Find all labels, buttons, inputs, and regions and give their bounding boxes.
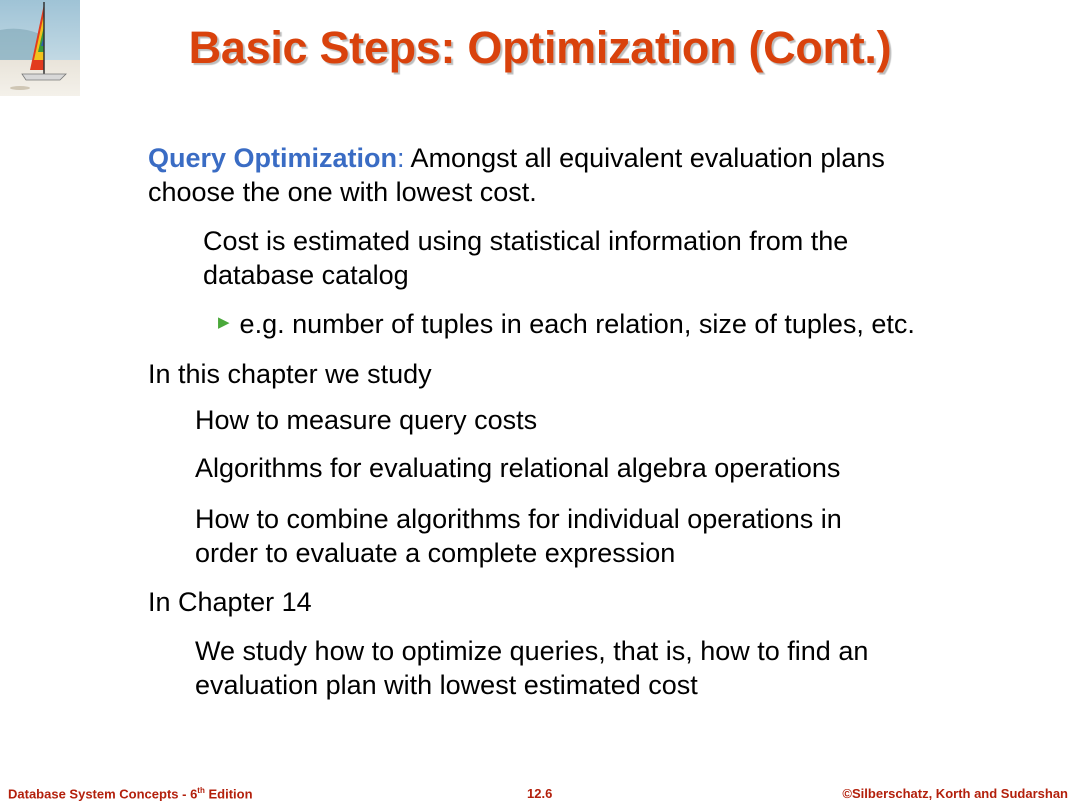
- footer-page-number: 12.6: [527, 786, 553, 801]
- list-item-optimize-queries: We study how to optimize queries, that is, how to find an: [195, 636, 869, 666]
- term-colon: :: [397, 143, 405, 173]
- footer-book-title: [8, 786, 253, 801]
- sub-point-cost-estimation-cont: database catalog: [203, 260, 409, 290]
- paragraph-text-line: choose the one with lowest cost.: [148, 177, 537, 207]
- paragraph-chapter-14: In Chapter 14: [148, 587, 312, 617]
- footer-book-sup: th: [197, 786, 205, 795]
- paragraph-query-optimization: [148, 142, 885, 175]
- paragraph-text: Amongst all equivalent evaluation plans: [404, 143, 885, 173]
- footer-book-suffix: Edition: [204, 786, 253, 802]
- list-item-combine-algorithms-cont: order to evaluate a complete expression: [195, 538, 676, 568]
- sub-sub-point-text: e.g. number of tuples in each relation, size of tuples, etc.: [239, 309, 915, 339]
- slide-title: Basic Steps: Optimization (Cont.): [188, 22, 892, 73]
- list-item-combine-algorithms: How to combine algorithms for individual operations in: [195, 504, 842, 534]
- term-query-optimization: Query Optimization: [148, 143, 398, 173]
- list-item-measure-costs: How to measure query costs: [195, 405, 538, 435]
- triangle-bullet-icon: ▶: [218, 314, 230, 332]
- sub-point-cost-estimation: Cost is estimated using statistical information from the: [203, 226, 849, 256]
- footer-book-prefix: Database System Concepts - 6: [8, 786, 198, 802]
- list-item-algorithms: Algorithms for evaluating relational algebra operations: [195, 453, 841, 483]
- footer-copyright: ©Silberschatz, Korth and Sudarshan: [842, 786, 1068, 801]
- sub-sub-point-example: [218, 308, 915, 342]
- paragraph-this-chapter: In this chapter we study: [148, 359, 432, 389]
- list-item-optimize-queries-cont: evaluation plan with lowest estimated cost: [195, 670, 698, 700]
